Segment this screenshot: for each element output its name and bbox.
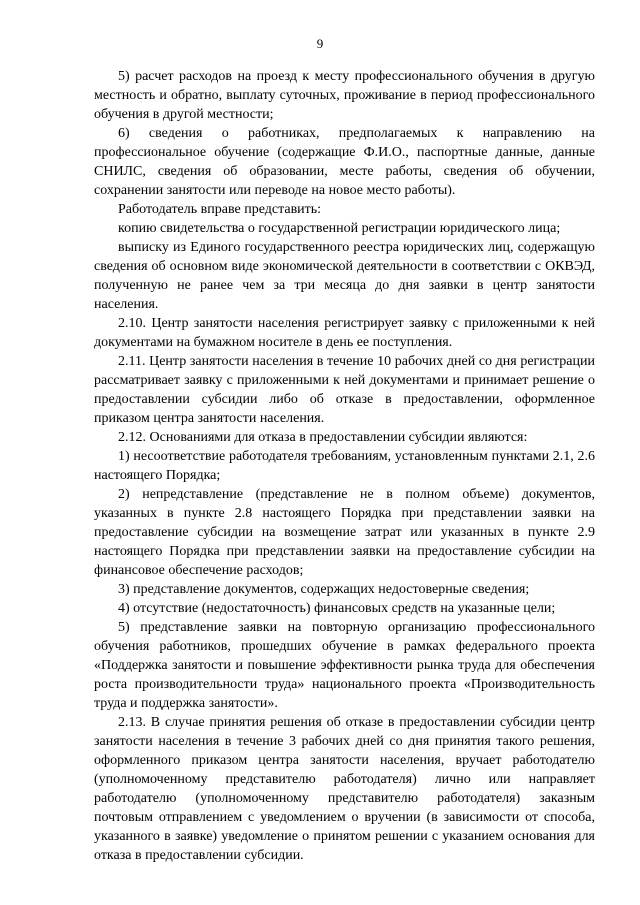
refusal-reason-3: 3) представление документов, содержащих недостоверные сведения;	[118, 582, 530, 597]
refusal-reason-2: 2) непредставление (представление не в полном объеме) документов, указанных в пункте 2.8 настоящего Порядка при представлении заявки на предоставление субсидии на возмещение затрат или указанных в пункте 2.9 настоящего Порядка при представлении заявки на предоставление субсидии на финансовое обеспечение расходов;	[94, 487, 595, 578]
refusal-reason-5: 5) представление заявки на повторную организацию профессионального обучения работников, прошедших обучение в рамках федерального проекта «Поддержка занятости и повышение эффективности рынка труда для обеспечения роста производительности труда» национального проекта «Производительность труда и поддержка занятости».	[94, 620, 595, 711]
paragraph-item-5-travel-costs: 5) расчет расходов на проезд к месту профессионального обучения в другую местность и обратно, выплату суточных, проживание в период профессионального обучения в другой местности;	[94, 69, 595, 122]
paragraph-item-6-employee-info: 6) сведения о работниках, предполагаемых к направлению на профессиональное обучение (содержащие Ф.И.О., паспортные данные, данные СНИЛС, сведения об образовании, месте работы, сведения об обучении, сохранении занятости или переводе на новое место работы).	[94, 126, 595, 198]
paragraph-2-10: 2.10. Центр занятости населения регистрирует заявку с приложенными к ней документами на бумажном носителе в день ее поступления.	[94, 316, 595, 350]
page-number: 9	[316, 36, 324, 51]
document-body	[94, 67, 595, 865]
paragraph-2-12: 2.12. Основаниями для отказа в предоставлении субсидии являются:	[118, 430, 528, 445]
refusal-reason-1: 1) несоответствие работодателя требованиям, установленным пунктами 2.1, 2.6 настоящего Порядка;	[94, 449, 595, 483]
paragraph-employer-may-submit: Работодатель вправе представить:	[118, 202, 322, 217]
paragraph-registry-extract: выписку из Единого государственного реестра юридических лиц, содержащую сведения об основном виде экономической деятельности в соответствии с ОКВЭД, полученную не ранее чем за три месяца до дня заявки в центр занятости населения.	[94, 240, 595, 312]
paragraph-2-13: 2.13. В случае принятия решения об отказе в предоставлении субсидии центр занятости населения в течение 3 рабочих дней со дня принятия такого решения, оформленного приказом центра занятости населения, вручает работодателю (уполномоченному представителю работодателя) лично или направляет работодателю (уполномоченному представителю работодателя) заказным почтовым отправлением с уведомлением о вручении (в зависимости от способа, указанного в заявке) уведомление о принятом решении с указанием основания для отказа в предоставлении субсидии.	[94, 715, 595, 863]
paragraph-registration-certificate: копию свидетельства о государственной регистрации юридического лица;	[118, 221, 561, 236]
refusal-reason-4: 4) отсутствие (недостаточность) финансовых средств на указанные цели;	[118, 601, 556, 616]
paragraph-2-11: 2.11. Центр занятости населения в течение 10 рабочих дней со дня регистрации рассматривает заявку с приложенными к ней документами и принимает решение о предоставлении субсидии либо об отказе в предоставлении, оформленное приказом центра занятости населения.	[94, 354, 595, 426]
